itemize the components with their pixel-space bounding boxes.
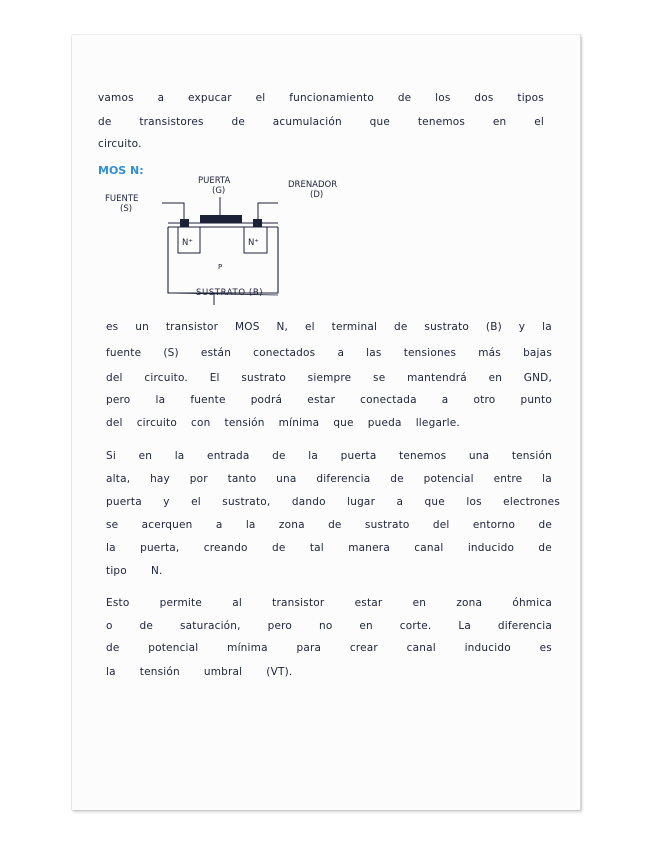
handwritten-word: entorno [472, 519, 516, 531]
handwritten-word: tensión [224, 417, 265, 429]
gate-electrode [200, 215, 242, 223]
handwritten-word: acerquen [141, 519, 193, 531]
handwritten-word: para [296, 642, 322, 654]
handwritten-word: las [366, 347, 382, 359]
handwritten-word: Esto [106, 597, 130, 609]
handwritten-word: tenemos [417, 116, 466, 128]
drain-label: DRENADOR [288, 180, 338, 190]
handwritten-word: en [492, 116, 507, 128]
para1-line-5 [106, 417, 460, 429]
handwritten-word: es [106, 321, 119, 333]
handwritten-word: permite [159, 597, 203, 609]
handwritten-word: tanto [227, 473, 257, 485]
p-type-label: P [218, 263, 223, 271]
handwritten-word: de [393, 321, 408, 333]
handwritten-word: el [191, 496, 201, 508]
drain-contact [253, 219, 262, 227]
handwritten-word: en [412, 597, 427, 609]
handwritten-word: llegarle. [415, 417, 460, 429]
handwritten-word: con [191, 417, 211, 429]
handwritten-word: se [373, 372, 386, 384]
para1-line-4 [106, 394, 552, 406]
para2-line-5 [106, 542, 552, 554]
handwritten-word: la [245, 519, 256, 531]
handwritten-word: en [138, 450, 153, 462]
source-contact [180, 219, 189, 227]
handwritten-word: y [163, 496, 170, 508]
handwritten-word: La [458, 620, 472, 632]
handwritten-word: GND, [523, 372, 552, 384]
handwritten-word: el [304, 321, 315, 333]
p-substrate-body [168, 227, 278, 293]
handwritten-word: sustrato [241, 372, 286, 384]
handwritten-word: expucar [188, 92, 232, 104]
bulk-label: SUSTRATO (B) [196, 288, 264, 298]
handwritten-word: no [318, 620, 333, 632]
handwritten-word: de [139, 620, 154, 632]
handwritten-word: se [106, 519, 119, 531]
handwritten-word: estar [307, 394, 336, 406]
handwritten-word: (S) [163, 347, 179, 359]
handwritten-word: los [435, 92, 451, 104]
handwritten-word: podrá [250, 394, 283, 406]
handwritten-word: potencial [423, 473, 474, 485]
para2-line-2 [106, 473, 552, 485]
handwritten-word: tensión [511, 450, 552, 462]
handwritten-word: a [396, 496, 404, 508]
para3-line-2 [106, 620, 552, 632]
handwritten-word: de [390, 473, 404, 485]
handwritten-word: en [359, 620, 373, 632]
handwritten-word: tensión [139, 666, 180, 678]
handwritten-word: a [157, 92, 165, 104]
mos-n-heading: MOS N: [98, 164, 144, 177]
handwritten-word: circuito. [98, 138, 142, 150]
gate-symbol: (G) [212, 186, 226, 196]
source-lead [162, 203, 184, 219]
handwritten-word: transistor [165, 321, 219, 333]
handwritten-word: o [106, 620, 113, 632]
handwritten-word: saturación, [179, 620, 241, 632]
handwritten-word: (VT). [266, 666, 293, 678]
nmos-transistor-diagram [92, 135, 392, 305]
handwritten-word: vamos [98, 92, 134, 104]
para1-line-3 [106, 372, 552, 384]
handwritten-word: en [488, 372, 503, 384]
handwritten-word: fuente [190, 394, 226, 406]
handwritten-word: más [478, 347, 501, 359]
handwritten-word: la [308, 450, 319, 462]
handwritten-word: potencial [148, 642, 199, 654]
handwritten-word: conectados [253, 347, 316, 359]
handwritten-word: umbral [203, 666, 243, 678]
handwritten-word: zona [456, 597, 483, 609]
drain-lead [258, 203, 278, 219]
handwritten-word: la [542, 321, 552, 333]
handwritten-word: entrada [207, 450, 250, 462]
para2-line-1 [106, 450, 552, 462]
handwritten-word: canal [406, 642, 436, 654]
handwritten-word: transistores [139, 116, 204, 128]
para2-line-6 [106, 565, 552, 577]
handwritten-word: de [328, 519, 342, 531]
handwritten-word: otro [473, 394, 496, 406]
handwritten-word: de [397, 92, 412, 104]
handwritten-word: transistor [272, 597, 325, 609]
handwritten-word: manera [348, 542, 390, 554]
handwritten-word: circuito. [144, 372, 188, 384]
intro-line-1 [98, 92, 544, 104]
handwritten-word: sustrato [364, 519, 410, 531]
handwritten-word: inducido [467, 542, 515, 554]
handwritten-word: es [539, 642, 552, 654]
handwritten-word: que [333, 417, 354, 429]
handwritten-word: funcionamiento [289, 92, 374, 104]
handwritten-word: dando [291, 496, 326, 508]
drain-symbol: (D) [310, 190, 324, 200]
handwritten-word: tipo [106, 565, 127, 577]
handwritten-word: que [424, 496, 445, 508]
handwritten-word: siempre [307, 372, 352, 384]
handwritten-word: Si [106, 450, 116, 462]
handwritten-word: de [272, 542, 286, 554]
handwritten-word: están [200, 347, 232, 359]
n-well-drain-label: N⁺ [248, 238, 259, 248]
handwritten-word: punto [520, 394, 552, 406]
handwritten-word: bajas [523, 347, 552, 359]
handwritten-word: acumulación [272, 116, 342, 128]
handwritten-word: canal [414, 542, 444, 554]
handwritten-word: una [468, 450, 490, 462]
handwritten-word: terminal [331, 321, 378, 333]
handwritten-word: conectada [360, 394, 417, 406]
handwritten-word: la [542, 473, 552, 485]
para1-line-1 [106, 321, 552, 333]
handwritten-word: MOS [234, 321, 260, 333]
handwritten-word: mínima [278, 417, 320, 429]
handwritten-word: el [534, 116, 544, 128]
handwritten-word: estar [354, 597, 383, 609]
handwritten-word: puerta [106, 496, 142, 508]
handwritten-word: que [369, 116, 391, 128]
handwritten-word: circuito [136, 417, 177, 429]
handwritten-word: diferencia [316, 473, 371, 485]
handwritten-word: del [106, 372, 123, 384]
para2-line-4 [106, 519, 552, 531]
handwritten-word: una [276, 473, 297, 485]
handwritten-word: a [337, 347, 345, 359]
para3-line-1 [106, 597, 552, 609]
handwritten-word: alta, [106, 473, 131, 485]
para2-line-3 [106, 496, 560, 508]
handwritten-word: electrones [503, 496, 560, 508]
handwritten-word: de [538, 542, 552, 554]
para1-line-2 [106, 347, 552, 359]
handwritten-word: mantendrá [407, 372, 467, 384]
handwritten-word: tal [309, 542, 324, 554]
handwritten-word: creando [203, 542, 248, 554]
handwritten-word: fuente [106, 347, 142, 359]
intro-line-2 [98, 116, 544, 128]
handwritten-word: corte. [399, 620, 432, 632]
handwritten-word: de [538, 519, 552, 531]
handwritten-word: crear [349, 642, 378, 654]
handwritten-word: y [518, 321, 526, 333]
handwritten-word: de [272, 450, 286, 462]
notebook-page [72, 35, 581, 810]
handwritten-word: pero [106, 394, 131, 406]
handwritten-word: zona [278, 519, 305, 531]
handwritten-word: pero [267, 620, 293, 632]
handwritten-word: la [174, 450, 185, 462]
handwritten-word: mínima [227, 642, 268, 654]
handwritten-word: (B) [485, 321, 502, 333]
handwritten-word: la [106, 666, 116, 678]
handwritten-word: a [215, 519, 223, 531]
handwritten-word: la [106, 542, 116, 554]
handwritten-word: un [135, 321, 149, 333]
handwritten-word: los [466, 496, 482, 508]
handwritten-word: del [106, 417, 123, 429]
handwritten-word: a [441, 394, 449, 406]
handwritten-word: diferencia [497, 620, 552, 632]
handwritten-word: puerta, [140, 542, 180, 554]
handwritten-word: entre [493, 473, 523, 485]
handwritten-word: tipos [517, 92, 544, 104]
n-well-source-label: N⁺ [182, 238, 193, 248]
handwritten-word: el [255, 92, 266, 104]
source-symbol: (S) [120, 204, 133, 214]
gate-label: PUERTA [198, 176, 231, 186]
handwritten-word: inducido [464, 642, 511, 654]
handwritten-word: de [231, 116, 245, 128]
handwritten-word: dos [474, 92, 494, 104]
handwritten-word: sustrato [424, 321, 470, 333]
para3-line-3 [106, 642, 552, 654]
handwritten-word: la [155, 394, 166, 406]
handwritten-word: El [209, 372, 220, 384]
handwritten-word: hay [150, 473, 170, 485]
handwritten-word: del [432, 519, 450, 531]
handwritten-word: de [106, 642, 120, 654]
source-label: FUENTE [105, 194, 139, 204]
handwritten-word: tensiones [403, 347, 457, 359]
handwritten-word: N, [276, 321, 289, 333]
handwritten-word: al [232, 597, 242, 609]
handwritten-word: pueda [367, 417, 402, 429]
handwritten-word: lugar [347, 496, 376, 508]
handwritten-word: puerta [340, 450, 377, 462]
handwritten-word: por [189, 473, 208, 485]
handwritten-word: óhmica [512, 597, 552, 609]
handwritten-word: sustrato, [222, 496, 271, 508]
handwritten-word: tenemos [399, 450, 447, 462]
handwritten-word: N. [150, 565, 163, 577]
handwritten-word: de [98, 116, 112, 128]
para3-line-4 [106, 666, 552, 678]
